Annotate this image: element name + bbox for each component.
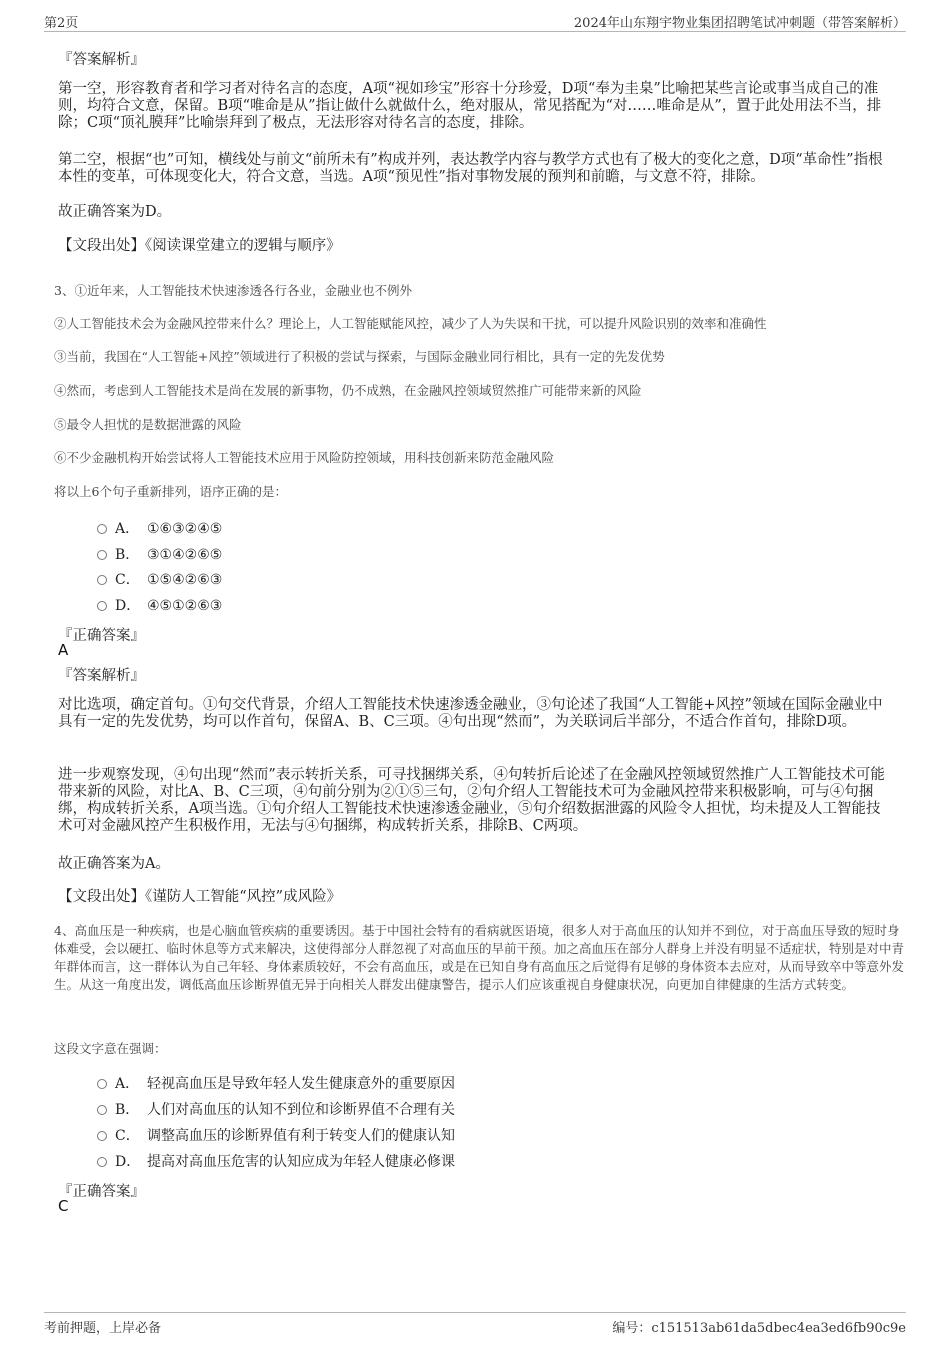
q4-answer: C	[58, 1197, 69, 1215]
option-text: ①⑤④②⑥③	[147, 572, 223, 588]
option-text: 提高对高血压危害的认知应成为年轻人健康必修课	[147, 1154, 455, 1170]
q3-prompt: 将以上6个句子重新排列，语序正确的是：	[54, 484, 287, 499]
option-text: 轻视高血压是导致年轻人发生健康意外的重要原因	[147, 1076, 455, 1092]
radio-icon[interactable]	[97, 1105, 107, 1115]
document-code: 编号：c151513ab61da5dbec4ea3ed6fb90c9e	[612, 1321, 906, 1336]
option-letter: A．	[115, 1076, 140, 1092]
q3-sentence-4: ④然而，考虑到人工智能技术是尚在发展的新事物，仍不成熟，在金融风控领域贸然推广可能带来新的风险	[54, 383, 642, 398]
page-number: 第2页	[44, 16, 79, 31]
radio-icon[interactable]	[97, 524, 107, 534]
q2-analysis-paragraph-1: 第一空，形容教育者和学习者对待名言的态度，A项“视如珍宝”形容十分珍爱，D项“奉为圭臬”比喻把某些言论或事当成自己的准则，均符合文意，保留。B项“唯命是从”指让做什么就做什么，绝对服从，常见搭配为“对……唯命是从”，置于此处用法不当，排除；C项“顶礼膜拜”比喻崇拜到了极点，无法形容对待名言的态度，排除。	[58, 81, 882, 131]
option-letter: B．	[115, 1102, 140, 1118]
q3-option-a[interactable]	[97, 518, 222, 538]
q2-source: 【文段出处】《阅读课堂建立的逻辑与顺序》	[58, 238, 341, 254]
q4-passage: 4、高血压是一种疾病，也是心脑血管疾病的重要诱因。基于中国社会特有的看病就医语境，很多人对于高血压的认知并不到位，对于高血压导致的短时身体难受，会以硬扛、临时休息等方式来解决，这使得部分人群忽视了对高血压的早前干预。加之高血压在部分人群身上并没有明显不适症状，特别是对中青年群体而言，这一群体认为自己年轻、身体素质较好，不会有高血压，或是在已知自身有高血压之后觉得有足够的身体资本去应对，从而导致卒中等意外发生。从这一角度出发，调低高血压诊断界值无异于向相关人群发出健康警告，提示人们应该重视自身健康状况，向更加自律健康的生活方式转变。	[54, 923, 905, 992]
footer-slogan: 考前押题，上岸必备	[44, 1321, 162, 1336]
option-text: 调整高血压的诊断界值有利于转变人们的健康认知	[147, 1128, 455, 1144]
option-letter: B．	[115, 547, 140, 563]
option-letter: D．	[115, 598, 141, 614]
option-letter: C．	[115, 572, 140, 588]
option-text: ①⑥③②④⑤	[147, 521, 223, 537]
q3-source: 【文段出处】《谨防人工智能“风控”成风险》	[58, 889, 342, 905]
q3-analysis-label: 『答案解析』	[58, 668, 145, 684]
q3-sentence-3: ③当前，我国在“人工智能+风控”领域进行了积极的尝试与探索，与国际金融业同行相比，具有一定的先发优势	[54, 349, 665, 364]
option-text: ③①④②⑥⑤	[147, 547, 223, 563]
q4-option-b[interactable]	[97, 1099, 455, 1119]
q3-option-b[interactable]	[97, 544, 222, 564]
q4-option-d[interactable]	[97, 1151, 455, 1171]
q3-conclusion: 故正确答案为A。	[58, 856, 170, 872]
radio-icon[interactable]	[97, 1079, 107, 1089]
q4-prompt: 这段文字意在强调：	[54, 1041, 167, 1056]
q4-option-c[interactable]	[97, 1125, 455, 1145]
q3-option-d[interactable]	[97, 595, 222, 615]
q3-answer: A	[58, 641, 69, 659]
q3-sentence-1: 3、①近年来，人工智能技术快速渗透各行各业，金融业也不例外	[54, 283, 412, 298]
page-header	[44, 10, 906, 32]
q2-analysis-label: 『答案解析』	[58, 52, 145, 68]
radio-icon[interactable]	[97, 550, 107, 560]
q3-sentence-6: ⑥不少金融机构开始尝试将人工智能技术应用于风险防控领域，用科技创新来防范金融风险	[54, 450, 555, 465]
option-letter: D．	[115, 1154, 141, 1170]
radio-icon[interactable]	[97, 601, 107, 611]
option-letter: A．	[115, 521, 140, 537]
q2-conclusion: 故正确答案为D。	[58, 204, 172, 220]
radio-icon[interactable]	[97, 1157, 107, 1167]
page-footer	[44, 1312, 906, 1336]
q3-analysis-paragraph-1: 对比选项，确定首句。①句交代背景，介绍人工智能技术快速渗透金融业，③句论述了我国“人工智能+风控”领域在国际金融业中具有一定的先发优势，均可以作首句，保留A、B、C三项。④句出现“然而”，为关联词后半部分，不适合作首句，排除D项。	[58, 697, 883, 730]
q3-answer-label: 『正确答案』	[58, 628, 145, 644]
q4-answer-label: 『正确答案』	[58, 1184, 145, 1200]
document-title: 2024年山东翔宇物业集团招聘笔试冲刺题（带答案解析）	[573, 16, 906, 31]
q3-analysis-paragraph-2: 进一步观察发现，④句出现“然而”表示转折关系，可寻找捆绑关系，④句转折后论述了在金融风控领域贸然推广人工智能技术可能带来新的风险，对比A、B、C三项，④句前分别为②①⑤三句，②句介绍人工智能技术可为金融风控带来积极影响，可与④句捆绑，构成转折关系，A项当选。①句介绍人工智能技术快速渗透金融业，⑤句介绍数据泄露的风险令人担忧，均未提及人工智能技术可对金融风控产生积极作用，无法与④句捆绑，构成转折关系，排除B、C两项。	[58, 767, 885, 834]
q3-sentence-2: ②人工智能技术会为金融风控带来什么？理论上，人工智能赋能风控，减少了人为失误和干扰，可以提升风险识别的效率和准确性	[54, 316, 767, 331]
q4-option-a[interactable]	[97, 1073, 455, 1093]
q3-sentence-5: ⑤最令人担忧的是数据泄露的风险	[54, 417, 242, 432]
q3-option-c[interactable]	[97, 569, 222, 589]
q2-analysis-paragraph-2: 第二空，根据“也”可知，横线处与前文“前所未有”构成并列，表达教学内容与教学方式也有了极大的变化之意，D项“革命性”指根本性的变革，可体现变化大，符合文意，当选。A项“预见性”指对事物发展的预判和前瞻，与文意不符，排除。	[58, 152, 883, 185]
option-text: 人们对高血压的认知不到位和诊断界值不合理有关	[147, 1102, 455, 1118]
radio-icon[interactable]	[97, 575, 107, 585]
option-letter: C．	[115, 1128, 140, 1144]
option-text: ④⑤①②⑥③	[147, 598, 223, 614]
radio-icon[interactable]	[97, 1131, 107, 1141]
